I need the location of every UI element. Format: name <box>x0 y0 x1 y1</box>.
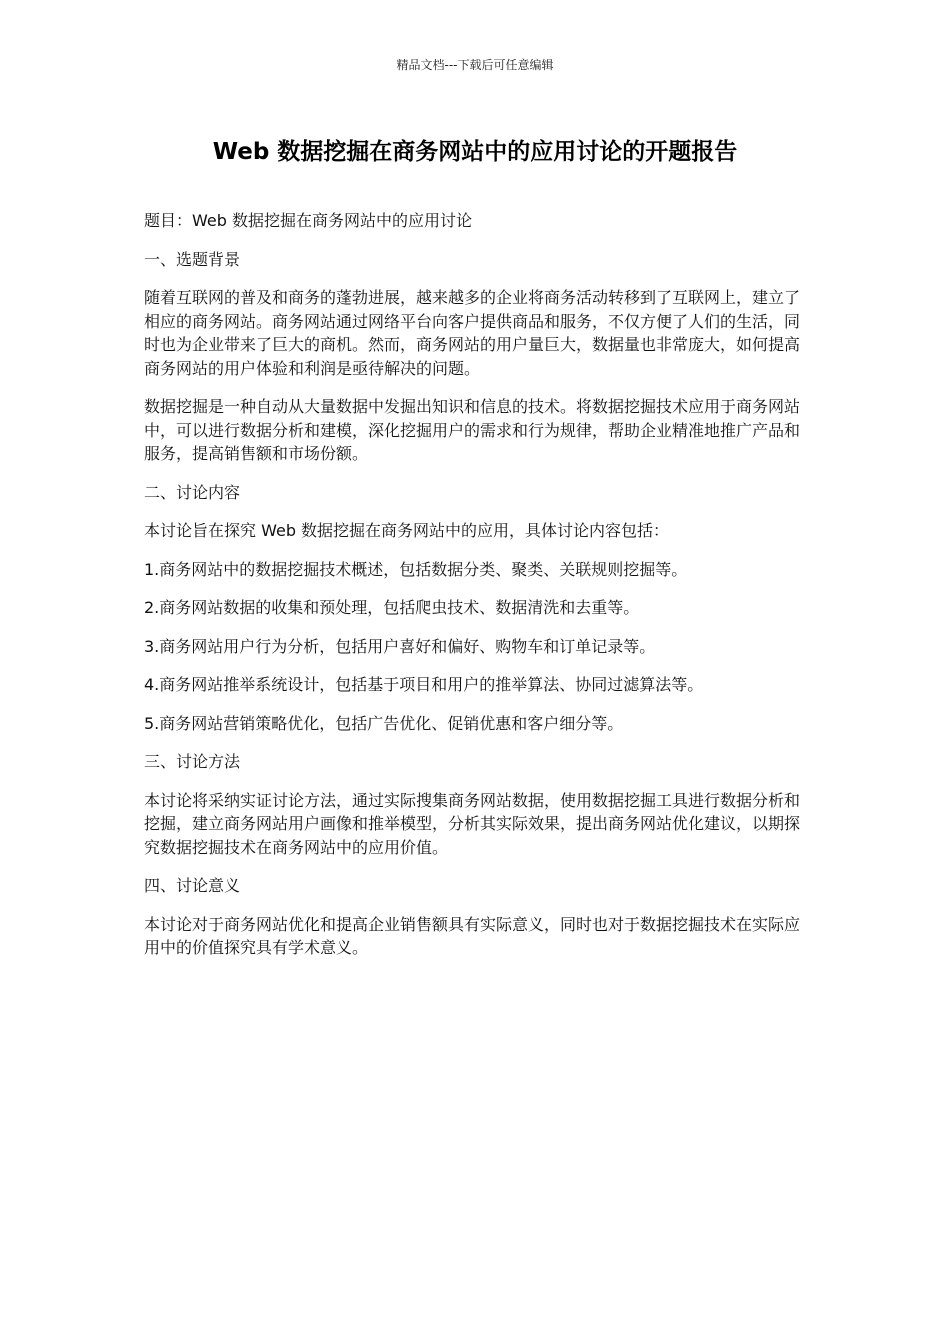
section-heading-background: 一、选题背景 <box>144 249 241 269</box>
background-paragraph-2: 数据挖掘是一种自动从大量数据中发掘出知识和信息的技术。将数据挖掘技术应用于商务网站中，可以进行数据分析和建模，深化挖掘用户的需求和行为规律，帮助企业精准地推广产品和服务，提高销售额和市场份额。 <box>144 397 801 463</box>
document-body <box>144 209 808 975</box>
content-item-1: 1.商务网站中的数据挖掘技术概述，包括数据分类、聚类、关联规则挖掘等。 <box>144 559 688 579</box>
document-title: Web 数据挖掘在商务网站中的应用讨论的开题报告 <box>212 139 738 165</box>
content-intro: 本讨论旨在探究 Web 数据挖掘在商务网站中的应用，具体讨论内容包括： <box>144 521 670 540</box>
topic-line: 题目：Web 数据挖掘在商务网站中的应用讨论 <box>144 211 472 230</box>
content-item-2: 2.商务网站数据的收集和预处理，包括爬虫技术、数据清洗和去重等。 <box>144 598 640 617</box>
content-item-4: 4.商务网站推举系统设计，包括基于项目和用户的推举算法、协同过滤算法等。 <box>144 675 704 694</box>
page-header-note: 精品文档---下载后可任意编辑 <box>396 58 554 72</box>
section-heading-significance: 四、讨论意义 <box>144 876 241 895</box>
background-paragraph-1: 随着互联网的普及和商务的蓬勃进展，越来越多的企业将商务活动转移到了互联网上，建立了相应的商务网站。商务网站通过网络平台向客户提供商品和服务，不仅方便了人们的生活，同时也为企业带来了巨大的商机。然而，商务网站的用户量巨大，数据量也非常庞大，如何提高商务网站的用户体验和利润是亟待解决的问题。 <box>144 288 801 378</box>
section-heading-method: 三、讨论方法 <box>144 752 241 771</box>
section-heading-content: 二、讨论内容 <box>144 482 241 502</box>
significance-paragraph: 本讨论对于商务网站优化和提高企业销售额具有实际意义，同时也对于数据挖掘技术在实际应用中的价值探究具有学术意义。 <box>144 914 801 957</box>
content-item-3: 3.商务网站用户行为分析，包括用户喜好和偏好、购物车和订单记录等。 <box>144 636 656 656</box>
method-paragraph: 本讨论将采纳实证讨论方法，通过实际搜集商务网站数据，使用数据挖掘工具进行数据分析和挖掘，建立商务网站用户画像和推举模型，分析其实际效果，提出商务网站优化建议，以期探究数据挖掘技术在商务网站中的应用价值。 <box>144 790 801 857</box>
content-item-5: 5.商务网站营销策略优化，包括广告优化、促销优惠和客户细分等。 <box>144 713 624 733</box>
